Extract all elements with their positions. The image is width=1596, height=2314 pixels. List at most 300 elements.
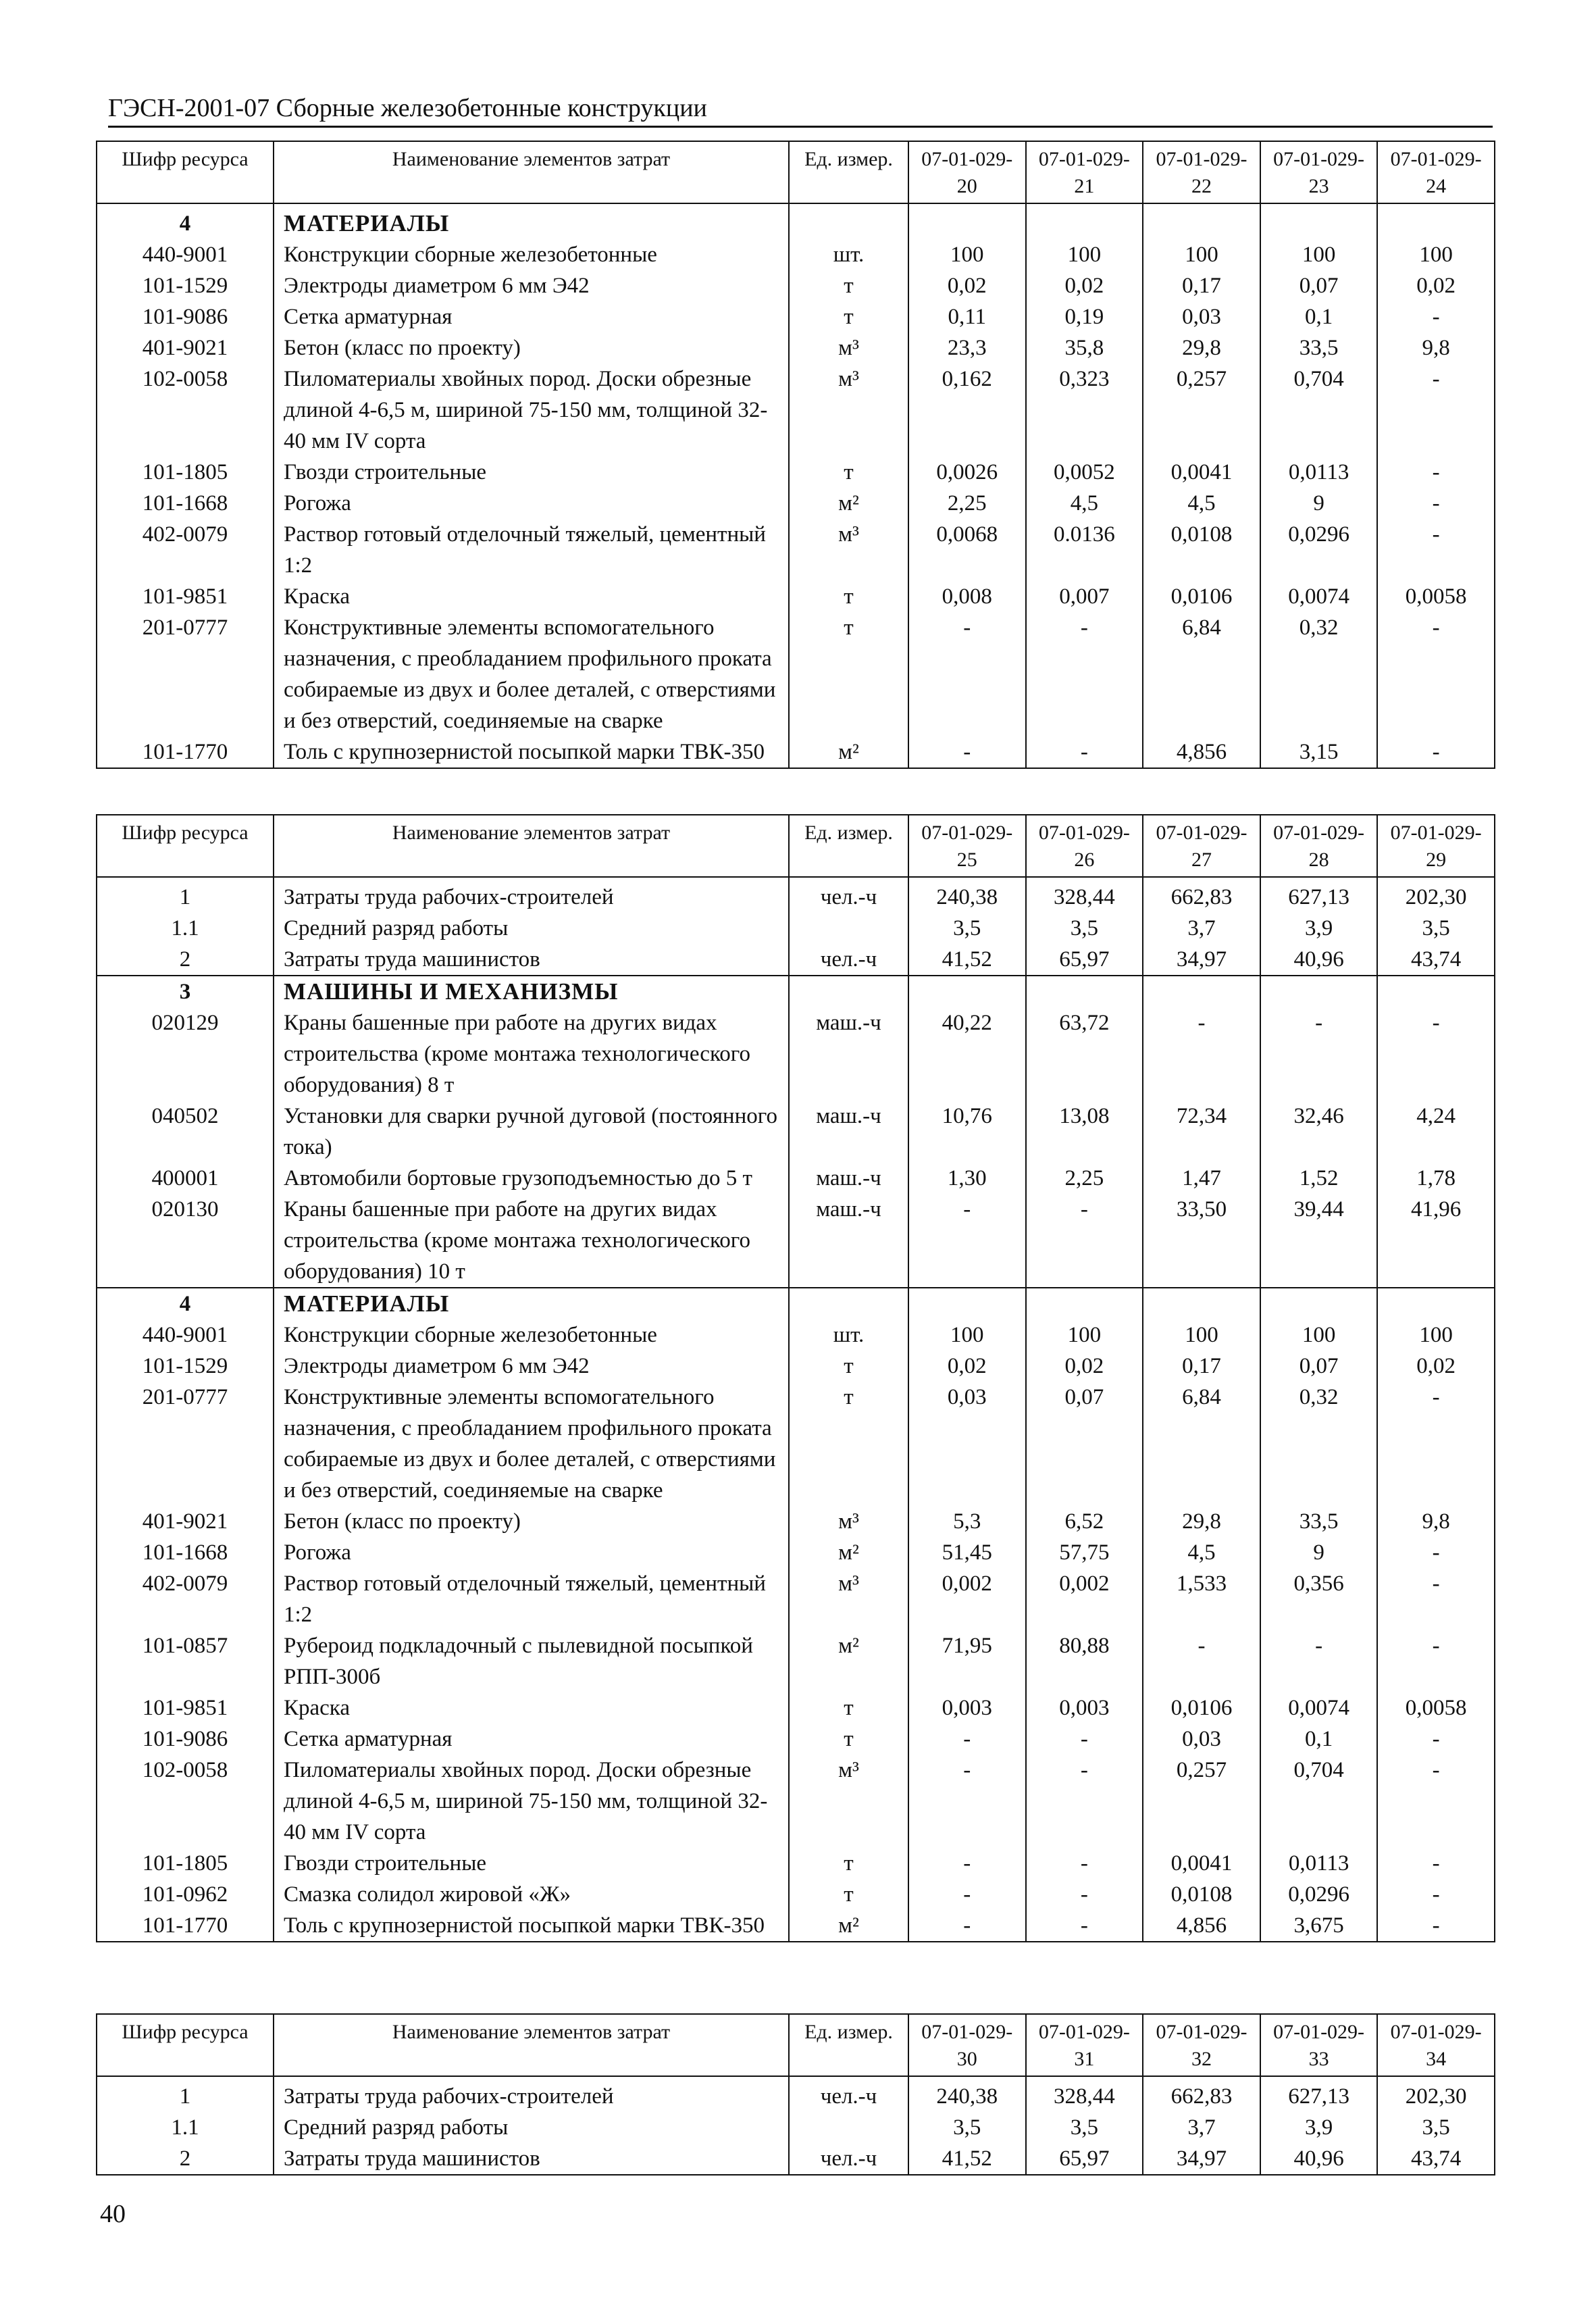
resource-code-cell: 101-9086 [97, 301, 274, 332]
value-cell: - [908, 1910, 1026, 1942]
value-cell: 6,84 [1143, 612, 1260, 736]
value-cell [1143, 976, 1260, 1007]
table-row [97, 913, 1495, 944]
table-row [97, 2076, 1495, 2112]
value-cell: 0,0074 [1260, 581, 1378, 612]
value-cell: - [1260, 1007, 1378, 1101]
column-header-norm: 07-01-029-28 [1260, 815, 1378, 877]
table-row [97, 1848, 1495, 1879]
header-row [97, 815, 1495, 877]
value-cell: - [1377, 736, 1495, 768]
value-cell: - [908, 612, 1026, 736]
cost-element-name-cell: Затраты труда машинистов [274, 2143, 789, 2175]
value-cell: 0,002 [908, 1568, 1026, 1630]
value-cell: 0,03 [1143, 301, 1260, 332]
table-header [97, 2014, 1495, 2076]
value-cell: - [1026, 736, 1143, 768]
unit-cell: м² [789, 1630, 908, 1692]
value-cell: 0,11 [908, 301, 1026, 332]
resource-code-cell: 102-0058 [97, 1755, 274, 1848]
value-cell: 100 [908, 1319, 1026, 1351]
value-cell: 3,675 [1260, 1910, 1378, 1942]
resource-code-cell: 020130 [97, 1194, 274, 1288]
value-cell [1143, 1288, 1260, 1319]
column-header-norm: 07-01-029-30 [908, 2014, 1026, 2076]
table-row [97, 1194, 1495, 1288]
value-cell: 10,76 [908, 1101, 1026, 1163]
resource-code-cell: 101-1668 [97, 488, 274, 519]
table-row [97, 519, 1495, 581]
value-cell: - [908, 1194, 1026, 1288]
value-cell: 0,257 [1143, 1755, 1260, 1848]
value-cell: - [1377, 1537, 1495, 1568]
cost-element-name-cell: Пиломатериалы хвойных пород. Доски обрезные длиной 4-6,5 м, шириной 75-150 мм, толщиной 32-40 мм IV сорта [274, 1755, 789, 1848]
column-header-norm: 07-01-029-23 [1260, 141, 1378, 203]
cost-element-name-cell: Средний разряд работы [274, 913, 789, 944]
cost-element-name-cell: Автомобили бортовые грузоподъемностью до 5 т [274, 1163, 789, 1194]
page-title: ГЭСН-2001-07 Сборные железобетонные конструкции [108, 94, 707, 122]
cost-element-name-cell: Сетка арматурная [274, 301, 789, 332]
table-row [97, 488, 1495, 519]
value-cell: 0,007 [1026, 581, 1143, 612]
unit-cell: м³ [789, 1506, 908, 1537]
value-cell: 40,96 [1260, 2143, 1378, 2175]
value-cell: 9 [1260, 1537, 1378, 1568]
table-row [97, 612, 1495, 736]
value-cell: 3,5 [1377, 913, 1495, 944]
value-cell [1260, 1288, 1378, 1319]
value-cell: 3,7 [1143, 2112, 1260, 2143]
unit-cell: чел.-ч [789, 2143, 908, 2175]
value-cell: - [1026, 1194, 1143, 1288]
table-row [97, 1288, 1495, 1319]
resource-code-cell: 2 [97, 2143, 274, 2175]
resource-code-cell: 440-9001 [97, 239, 274, 270]
value-cell: - [1377, 1007, 1495, 1101]
column-header-norm: 07-01-029-32 [1143, 2014, 1260, 2076]
unit-cell: т [789, 301, 908, 332]
cost-element-name-cell: МАТЕРИАЛЫ [274, 1288, 789, 1319]
value-cell [908, 203, 1026, 239]
value-cell: 1,47 [1143, 1163, 1260, 1194]
value-cell: 662,83 [1143, 877, 1260, 913]
value-cell: 33,50 [1143, 1194, 1260, 1288]
value-cell: 0,162 [908, 363, 1026, 457]
value-cell: 100 [1026, 1319, 1143, 1351]
value-cell: - [1377, 1879, 1495, 1910]
column-header-unit: Ед. измер. [789, 141, 908, 203]
unit-cell: маш.-ч [789, 1007, 908, 1101]
value-cell: 32,46 [1260, 1101, 1378, 1163]
table-row [97, 581, 1495, 612]
value-cell: - [1143, 1007, 1260, 1101]
resource-code-cell: 101-1805 [97, 457, 274, 488]
cost-element-name-cell: Гвозди строительные [274, 457, 789, 488]
value-cell: 41,52 [908, 2143, 1026, 2175]
value-cell: 0,32 [1260, 612, 1378, 736]
cost-element-name-cell: Краны башенные при работе на других видах строительства (кроме монтажа технологического оборудования) 8 т [274, 1007, 789, 1101]
resource-code-cell: 101-0962 [97, 1879, 274, 1910]
unit-cell: м³ [789, 1568, 908, 1630]
unit-cell: т [789, 270, 908, 301]
value-cell: 0,704 [1260, 1755, 1378, 1848]
value-cell: 3,5 [908, 913, 1026, 944]
value-cell: 0,07 [1260, 270, 1378, 301]
cost-element-name-cell: Конструкции сборные железобетонные [274, 239, 789, 270]
resource-code-cell: 201-0777 [97, 1382, 274, 1506]
value-cell: 1,78 [1377, 1163, 1495, 1194]
column-header-norm: 07-01-029-21 [1026, 141, 1143, 203]
cost-element-name-cell: Средний разряд работы [274, 2112, 789, 2143]
value-cell: 2,25 [908, 488, 1026, 519]
value-cell: 100 [1143, 239, 1260, 270]
unit-cell: т [789, 1848, 908, 1879]
value-cell: 0,17 [1143, 1351, 1260, 1382]
cost-element-name-cell: Конструктивные элементы вспомогательного назначения, с преобладанием профильного проката собираемые из двух и более деталей, с отверстиями и без отверстий, соединяемые на сварке [274, 612, 789, 736]
value-cell: 0,003 [1026, 1692, 1143, 1724]
value-cell: 41,96 [1377, 1194, 1495, 1288]
table-row [97, 301, 1495, 332]
value-cell: 39,44 [1260, 1194, 1378, 1288]
resource-code-cell: 402-0079 [97, 519, 274, 581]
value-cell: 43,74 [1377, 944, 1495, 976]
value-cell: 41,52 [908, 944, 1026, 976]
column-header-code: Шифр ресурса [97, 2014, 274, 2076]
unit-cell: м² [789, 488, 908, 519]
table-row [97, 363, 1495, 457]
resource-code-cell: 4 [97, 203, 274, 239]
unit-cell: т [789, 1692, 908, 1724]
table-row [97, 1910, 1495, 1942]
resource-code-cell: 1.1 [97, 2112, 274, 2143]
resource-code-cell: 1 [97, 2076, 274, 2112]
resource-code-cell: 2 [97, 944, 274, 976]
value-cell: 23,3 [908, 332, 1026, 363]
value-cell: - [1026, 1879, 1143, 1910]
value-cell: 0,0296 [1260, 1879, 1378, 1910]
value-cell: 0,1 [1260, 1724, 1378, 1755]
value-cell: 33,5 [1260, 332, 1378, 363]
value-cell: 0,0041 [1143, 1848, 1260, 1879]
resource-code-cell: 020129 [97, 1007, 274, 1101]
resource-code-cell: 101-1770 [97, 1910, 274, 1942]
table-row [97, 1319, 1495, 1351]
unit-cell: м³ [789, 363, 908, 457]
value-cell: 0,0026 [908, 457, 1026, 488]
resource-code-cell: 040502 [97, 1101, 274, 1163]
cost-element-name-cell: Рубероид подкладочный с пылевидной посыпкой РПП-300б [274, 1630, 789, 1692]
column-header-norm: 07-01-029-26 [1026, 815, 1143, 877]
cost-element-name-cell: Толь с крупнозернистой посыпкой марки ТВК-350 [274, 736, 789, 768]
value-cell: - [1026, 1910, 1143, 1942]
cost-element-name-cell: Затраты труда рабочих-строителей [274, 2076, 789, 2112]
unit-cell: маш.-ч [789, 1163, 908, 1194]
header-row [97, 2014, 1495, 2076]
value-cell: 0,32 [1260, 1382, 1378, 1506]
column-header-norm: 07-01-029-34 [1377, 2014, 1495, 2076]
table-row [97, 944, 1495, 976]
table-row [97, 1568, 1495, 1630]
value-cell: 0,02 [1026, 270, 1143, 301]
value-cell: - [908, 1879, 1026, 1910]
value-cell: 0,0106 [1143, 581, 1260, 612]
value-cell: - [1377, 1382, 1495, 1506]
table-row [97, 2143, 1495, 2175]
table-row [97, 736, 1495, 768]
column-header-norm: 07-01-029-31 [1026, 2014, 1143, 2076]
cost-element-name-cell: Бетон (класс по проекту) [274, 1506, 789, 1537]
value-cell: - [1026, 612, 1143, 736]
value-cell: 5,3 [908, 1506, 1026, 1537]
value-cell: 40,96 [1260, 944, 1378, 976]
value-cell: 0,323 [1026, 363, 1143, 457]
column-header-norm: 07-01-029-29 [1377, 815, 1495, 877]
table-row [97, 1630, 1495, 1692]
value-cell: 0,003 [908, 1692, 1026, 1724]
value-cell [1143, 203, 1260, 239]
value-cell: 0,0296 [1260, 519, 1378, 581]
value-cell: 29,8 [1143, 332, 1260, 363]
value-cell: 9,8 [1377, 1506, 1495, 1537]
value-cell: 0,19 [1026, 301, 1143, 332]
table-row [97, 1879, 1495, 1910]
value-cell: 80,88 [1026, 1630, 1143, 1692]
value-cell: 0,356 [1260, 1568, 1378, 1630]
resource-code-cell: 201-0777 [97, 612, 274, 736]
table-row [97, 457, 1495, 488]
value-cell: - [1260, 1630, 1378, 1692]
value-cell: - [1377, 1630, 1495, 1692]
table-row [97, 1692, 1495, 1724]
resource-code-cell: 400001 [97, 1163, 274, 1194]
value-cell [1026, 203, 1143, 239]
value-cell [908, 976, 1026, 1007]
unit-cell: т [789, 612, 908, 736]
value-cell: - [1143, 1630, 1260, 1692]
value-cell: 100 [1143, 1319, 1260, 1351]
value-cell [1026, 976, 1143, 1007]
value-cell: 0,0068 [908, 519, 1026, 581]
value-cell: 100 [1026, 239, 1143, 270]
unit-cell [789, 976, 908, 1007]
value-cell: 0,002 [1026, 1568, 1143, 1630]
unit-cell: т [789, 581, 908, 612]
value-cell: 9 [1260, 488, 1378, 519]
value-cell: 35,8 [1026, 332, 1143, 363]
value-cell: - [1026, 1755, 1143, 1848]
unit-cell [789, 913, 908, 944]
value-cell: 6,52 [1026, 1506, 1143, 1537]
value-cell: 0,0108 [1143, 1879, 1260, 1910]
header-row [97, 141, 1495, 203]
column-header-code: Шифр ресурса [97, 815, 274, 877]
resource-table-1 [96, 141, 1495, 769]
table-row [97, 1007, 1495, 1101]
cost-element-name-cell: МАТЕРИАЛЫ [274, 203, 789, 239]
value-cell: - [908, 1724, 1026, 1755]
resource-code-cell: 1 [97, 877, 274, 913]
value-cell: 0,0041 [1143, 457, 1260, 488]
unit-cell: т [789, 1351, 908, 1382]
value-cell: 100 [1377, 239, 1495, 270]
value-cell: 3,7 [1143, 913, 1260, 944]
resource-code-cell: 101-9086 [97, 1724, 274, 1755]
value-cell: 627,13 [1260, 877, 1378, 913]
unit-cell: т [789, 1879, 908, 1910]
cost-element-name-cell: Гвозди строительные [274, 1848, 789, 1879]
resource-code-cell: 101-0857 [97, 1630, 274, 1692]
table-row [97, 270, 1495, 301]
value-cell: 0,0113 [1260, 1848, 1378, 1879]
column-header-unit: Ед. измер. [789, 2014, 908, 2076]
value-cell: - [1026, 1724, 1143, 1755]
table-body [97, 2076, 1495, 2175]
table-row [97, 1724, 1495, 1755]
unit-cell: т [789, 457, 908, 488]
value-cell: 4,5 [1026, 488, 1143, 519]
value-cell: 51,45 [908, 1537, 1026, 1568]
table-row [97, 203, 1495, 239]
cost-element-name-cell: Конструктивные элементы вспомогательного назначения, с преобладанием профильного проката собираемые из двух и более деталей, с отверстиями и без отверстий, соединяемые на сварке [274, 1382, 789, 1506]
column-header-unit: Ед. измер. [789, 815, 908, 877]
cost-element-name-cell: Затраты труда рабочих-строителей [274, 877, 789, 913]
value-cell: 3,5 [908, 2112, 1026, 2143]
value-cell: 0,0074 [1260, 1692, 1378, 1724]
value-cell: 0,704 [1260, 363, 1378, 457]
unit-cell: м³ [789, 332, 908, 363]
resource-code-cell: 101-1529 [97, 1351, 274, 1382]
value-cell: 0,008 [908, 581, 1026, 612]
column-header-code: Шифр ресурса [97, 141, 274, 203]
value-cell: 0,07 [1026, 1382, 1143, 1506]
unit-cell: чел.-ч [789, 944, 908, 976]
value-cell: 3,9 [1260, 913, 1378, 944]
value-cell: 29,8 [1143, 1506, 1260, 1537]
value-cell: - [1377, 1755, 1495, 1848]
value-cell: 0,0058 [1377, 1692, 1495, 1724]
value-cell: 3,5 [1026, 2112, 1143, 2143]
cost-element-name-cell: Пиломатериалы хвойных пород. Доски обрезные длиной 4-6,5 м, шириной 75-150 мм, толщиной 32-40 мм IV сорта [274, 363, 789, 457]
unit-cell: шт. [789, 239, 908, 270]
value-cell: 57,75 [1026, 1537, 1143, 1568]
table-row [97, 1101, 1495, 1163]
cost-element-name-cell: Установки для сварки ручной дуговой (постоянного тока) [274, 1101, 789, 1163]
cost-element-name-cell: МАШИНЫ И МЕХАНИЗМЫ [274, 976, 789, 1007]
value-cell: 33,5 [1260, 1506, 1378, 1537]
resource-table-2 [96, 814, 1495, 1942]
unit-cell: м³ [789, 1755, 908, 1848]
value-cell: 63,72 [1026, 1007, 1143, 1101]
cost-element-name-cell: Раствор готовый отделочный тяжелый, цементный 1:2 [274, 519, 789, 581]
value-cell: 13,08 [1026, 1101, 1143, 1163]
value-cell: - [1377, 363, 1495, 457]
value-cell: 202,30 [1377, 2076, 1495, 2112]
table-row [97, 1382, 1495, 1506]
value-cell: 1,533 [1143, 1568, 1260, 1630]
unit-cell: шт. [789, 1319, 908, 1351]
value-cell [1260, 203, 1378, 239]
table-row [97, 976, 1495, 1007]
unit-cell: маш.-ч [789, 1194, 908, 1288]
table-body [97, 877, 1495, 1942]
unit-cell: т [789, 1382, 908, 1506]
value-cell: 3,5 [1377, 2112, 1495, 2143]
unit-cell: чел.-ч [789, 877, 908, 913]
value-cell: - [1377, 1910, 1495, 1942]
value-cell: 40,22 [908, 1007, 1026, 1101]
cost-element-name-cell: Бетон (класс по проекту) [274, 332, 789, 363]
value-cell: 100 [1377, 1319, 1495, 1351]
value-cell: 4,24 [1377, 1101, 1495, 1163]
value-cell: 34,97 [1143, 2143, 1260, 2175]
table-row [97, 332, 1495, 363]
value-cell: 4,5 [1143, 488, 1260, 519]
value-cell: 72,34 [1143, 1101, 1260, 1163]
value-cell: 3,15 [1260, 736, 1378, 768]
resource-code-cell: 101-1770 [97, 736, 274, 768]
cost-element-name-cell: Раствор готовый отделочный тяжелый, цементный 1:2 [274, 1568, 789, 1630]
value-cell: - [1377, 1848, 1495, 1879]
value-cell: 0,07 [1260, 1351, 1378, 1382]
table-row [97, 1351, 1495, 1382]
value-cell: 2,25 [1026, 1163, 1143, 1194]
value-cell: 65,97 [1026, 944, 1143, 976]
unit-cell: т [789, 1724, 908, 1755]
resource-code-cell: 3 [97, 976, 274, 1007]
value-cell: 0,0108 [1143, 519, 1260, 581]
unit-cell: маш.-ч [789, 1101, 908, 1163]
value-cell: 100 [908, 239, 1026, 270]
table-row [97, 1506, 1495, 1537]
table-header [97, 815, 1495, 877]
value-cell [1377, 203, 1495, 239]
unit-cell [789, 2112, 908, 2143]
value-cell [1026, 1288, 1143, 1319]
value-cell: 627,13 [1260, 2076, 1378, 2112]
column-header-norm: 07-01-029-33 [1260, 2014, 1378, 2076]
value-cell: - [908, 1848, 1026, 1879]
resource-code-cell: 101-9851 [97, 581, 274, 612]
column-header-norm: 07-01-029-20 [908, 141, 1026, 203]
unit-cell [789, 1288, 908, 1319]
value-cell: 0,02 [1377, 1351, 1495, 1382]
value-cell: 662,83 [1143, 2076, 1260, 2112]
resource-code-cell: 101-1805 [97, 1848, 274, 1879]
value-cell: 0,02 [908, 270, 1026, 301]
table-row [97, 1163, 1495, 1194]
table-row [97, 2112, 1495, 2143]
resource-code-cell: 101-1529 [97, 270, 274, 301]
unit-cell: чел.-ч [789, 2076, 908, 2112]
value-cell: 43,74 [1377, 2143, 1495, 2175]
value-cell: - [1377, 519, 1495, 581]
value-cell: 240,38 [908, 877, 1026, 913]
unit-cell: м³ [789, 519, 908, 581]
page-number: 40 [100, 2200, 126, 2228]
value-cell: 100 [1260, 1319, 1378, 1351]
value-cell: 4,5 [1143, 1537, 1260, 1568]
value-cell: 0,02 [908, 1351, 1026, 1382]
value-cell: - [1377, 457, 1495, 488]
resource-table-3 [96, 2013, 1495, 2175]
value-cell [1260, 976, 1378, 1007]
value-cell: 240,38 [908, 2076, 1026, 2112]
column-header-norm: 07-01-029-22 [1143, 141, 1260, 203]
value-cell: - [1377, 301, 1495, 332]
column-header-norm: 07-01-029-27 [1143, 815, 1260, 877]
value-cell [908, 1288, 1026, 1319]
column-header-name: Наименование элементов затрат [274, 2014, 789, 2076]
